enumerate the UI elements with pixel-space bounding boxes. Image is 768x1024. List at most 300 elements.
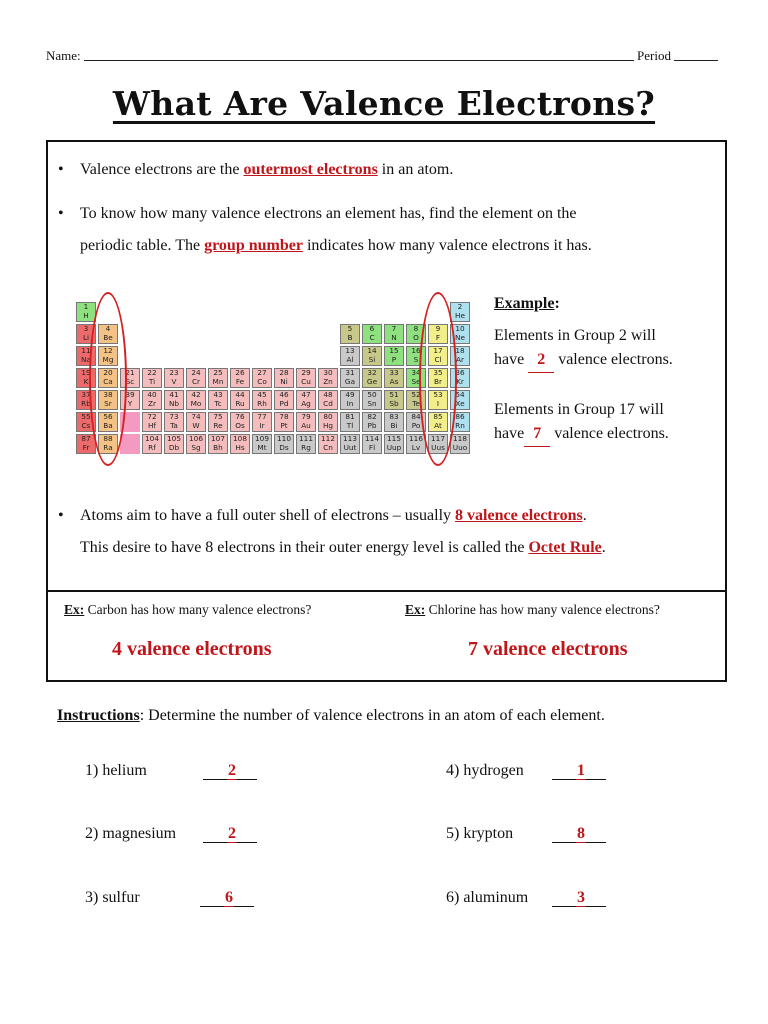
atomic-number: 26 [235, 368, 245, 377]
element-symbol: Mo [190, 398, 202, 408]
question-3 [85, 889, 233, 907]
element-cell-nb [164, 390, 184, 410]
example-heading: Example [494, 295, 555, 312]
element-symbol: Db [168, 442, 180, 452]
element-cell-sn [362, 390, 382, 410]
element-symbol: Ge [366, 376, 378, 386]
instructions-text: : Determine the number of valence electrons in an atom of each element. [139, 707, 605, 724]
element-symbol: Al [346, 354, 354, 364]
element-cell-rf [142, 434, 162, 454]
element-symbol: Pd [279, 398, 289, 408]
element-cell-ar [450, 346, 470, 366]
atomic-number: 16 [411, 346, 421, 355]
element-cell-mt [252, 434, 272, 454]
atomic-number: 81 [345, 412, 355, 421]
element-cell-c [362, 324, 382, 344]
element-cell-mg [98, 346, 118, 366]
atomic-number: 111 [299, 434, 313, 443]
element-symbol: Cu [301, 376, 311, 386]
atomic-number: 24 [191, 368, 201, 377]
atomic-number: 18 [455, 346, 465, 355]
name-label: Name: [46, 48, 81, 63]
element-symbol: P [391, 354, 397, 364]
element-symbol: Co [257, 376, 267, 386]
element-symbol: Ra [103, 442, 113, 452]
element-symbol: He [455, 310, 465, 320]
element-cell-po [406, 412, 426, 432]
atomic-number: 40 [147, 390, 157, 399]
element-symbol: Ni [280, 376, 288, 386]
question-label: 1) helium [85, 762, 147, 779]
atomic-number: 83 [389, 412, 399, 421]
element-cell-ge [362, 368, 382, 388]
element-cell-ta [164, 412, 184, 432]
element-symbol: Cs [81, 420, 91, 430]
atomic-number: 37 [81, 390, 91, 399]
example-panel [494, 292, 714, 447]
atomic-number: 77 [257, 412, 267, 421]
element-cell-ti [142, 368, 162, 388]
element-symbol: In [346, 398, 354, 408]
keyword-octet-rule: Octet Rule [528, 539, 602, 556]
example-group17-line1: Elements in Group 17 will [494, 401, 664, 418]
element-cell-ds [274, 434, 294, 454]
atomic-number: 115 [387, 434, 401, 443]
atomic-number: 107 [211, 434, 225, 443]
element-symbol: Au [301, 420, 311, 430]
answer-value: 2 [228, 825, 236, 842]
atomic-number: 47 [301, 390, 311, 399]
element-symbol: Sb [389, 398, 399, 408]
atomic-number: 15 [389, 346, 399, 355]
atomic-number: 6 [369, 324, 375, 333]
atomic-number: 19 [81, 368, 91, 377]
element-cell-sr [98, 390, 118, 410]
element-symbol: F [435, 332, 441, 342]
question-text: Carbon has how many valence electrons? [84, 602, 312, 617]
element-cell-be [98, 324, 118, 344]
element-symbol: Cr [191, 376, 201, 386]
atomic-number: 2 [457, 302, 463, 311]
atomic-number: 74 [191, 412, 201, 421]
element-cell-rb [76, 390, 96, 410]
element-cell-db [164, 434, 184, 454]
element-symbol: Rb [81, 398, 91, 408]
element-symbol: Fl [368, 442, 376, 452]
answer-blank[interactable] [552, 889, 606, 907]
atomic-number: 33 [389, 368, 399, 377]
question-label: 4) hydrogen [446, 762, 524, 779]
element-symbol: Sr [104, 398, 112, 408]
atomic-number: 52 [411, 390, 421, 399]
element-cell-cl [428, 346, 448, 366]
ex-label: Ex: [64, 602, 85, 617]
atomic-number: 72 [147, 412, 157, 421]
example-group2-line2 [494, 348, 714, 373]
atomic-number: 25 [213, 368, 223, 377]
atomic-number: 56 [103, 412, 113, 421]
element-cell-xe [450, 390, 470, 410]
period-label: Period [637, 48, 671, 63]
element-cell-mn [208, 368, 228, 388]
element-cell-os [230, 412, 250, 432]
example-text: valence electrons. [550, 425, 669, 442]
element-cell-na [76, 346, 96, 366]
bullet-text: This desire to have 8 electrons in their outer energy level is called the [80, 539, 529, 556]
element-symbol: Y [127, 398, 133, 408]
element-symbol: C [369, 332, 375, 342]
element-symbol: Be [103, 332, 113, 342]
element-symbol: Nb [168, 398, 180, 408]
page-title: What Are Valence Electrons? [112, 84, 656, 123]
atomic-number: 51 [389, 390, 399, 399]
element-cell-sg [186, 434, 206, 454]
element-symbol: Rf [148, 442, 156, 452]
atomic-number: 20 [103, 368, 113, 377]
atomic-number: 1 [83, 302, 89, 311]
atomic-number: 7 [391, 324, 397, 333]
atomic-number: 114 [365, 434, 379, 443]
element-symbol: I [436, 398, 440, 408]
atomic-number: 32 [367, 368, 377, 377]
atomic-number: 117 [431, 434, 445, 443]
element-symbol: Ca [103, 376, 113, 386]
atomic-number: 45 [257, 390, 267, 399]
answer-blank[interactable] [552, 762, 606, 780]
element-cell-fr [76, 434, 96, 454]
element-cell-as [384, 368, 404, 388]
element-cell-al [340, 346, 360, 366]
example-group2-answer: 2 [528, 348, 554, 373]
element-cell-p [384, 346, 404, 366]
element-symbol: Ru [235, 398, 245, 408]
atomic-number: 82 [367, 412, 377, 421]
element-symbol: V [171, 376, 177, 386]
example-question-carbon [64, 602, 311, 618]
atomic-number: 48 [323, 390, 333, 399]
example-group2-line1: Elements in Group 2 will [494, 327, 656, 344]
question-2 [85, 825, 236, 843]
atomic-number: 50 [367, 390, 377, 399]
element-cell-ba [98, 412, 118, 432]
element-cell-tc [208, 390, 228, 410]
element-cell-cn [318, 434, 338, 454]
element-cell-f [428, 324, 448, 344]
example-group17-answer: 7 [524, 422, 550, 447]
question-label: 5) krypton [446, 825, 514, 842]
element-symbol: Rg [301, 442, 311, 452]
element-cell-te [406, 390, 426, 410]
element-cell-uus [428, 434, 448, 454]
atomic-number: 118 [453, 434, 467, 443]
atomic-number: 113 [343, 434, 357, 443]
answer-blank[interactable] [200, 889, 254, 907]
element-symbol: Br [433, 376, 442, 386]
question-4 [446, 762, 585, 780]
element-cell-br [428, 368, 448, 388]
element-symbol: Ir [259, 420, 265, 430]
element-cell-au [296, 412, 316, 432]
bullet-dot: • [58, 161, 64, 178]
bullet-text: . [601, 539, 606, 556]
element-symbol: Ag [301, 398, 311, 408]
element-cell-cd [318, 390, 338, 410]
element-cell-lv [406, 434, 426, 454]
element-symbol: Uut [343, 442, 357, 452]
element-cell-bi [384, 412, 404, 432]
example-answer-chlorine: 7 valence electrons [468, 638, 628, 660]
element-cell-b [340, 324, 360, 344]
element-cell-cu [296, 368, 316, 388]
atomic-number: 55 [81, 412, 91, 421]
atomic-number: 49 [345, 390, 355, 399]
element-cell-ni [274, 368, 294, 388]
element-symbol: Mn [212, 376, 224, 386]
bullet-text: Atoms aim to have a full outer shell of electrons – usually [80, 507, 456, 524]
bullet-dot: • [58, 205, 64, 222]
atomic-number: 75 [213, 412, 223, 421]
answer-blank[interactable] [203, 762, 257, 780]
atomic-number: 17 [433, 346, 443, 355]
element-symbol: Na [81, 354, 91, 364]
example-colon: : [554, 295, 560, 312]
element-cell-uut [340, 434, 360, 454]
answer-blank[interactable] [552, 825, 606, 843]
element-symbol: Uuo [452, 442, 468, 452]
element-symbol: Zn [323, 376, 333, 386]
atomic-number: 88 [103, 434, 113, 443]
name-period-row [46, 48, 718, 64]
element-symbol: Sc [125, 376, 135, 386]
element-cell-fe [230, 368, 250, 388]
element-cell-zn [318, 368, 338, 388]
atomic-number: 110 [277, 434, 291, 443]
element-symbol: K [83, 376, 89, 386]
element-symbol: Uus [431, 442, 445, 452]
element-cell-hg [318, 412, 338, 432]
atomic-number: 116 [409, 434, 423, 443]
atomic-number: 36 [455, 368, 465, 377]
element-symbol: Cl [434, 354, 442, 364]
element-cell-fl [362, 434, 382, 454]
atomic-number: 21 [125, 368, 135, 377]
element-symbol: Hs [235, 442, 245, 452]
atomic-number: 13 [345, 346, 355, 355]
atomic-number: 9 [435, 324, 441, 333]
atomic-number: 28 [279, 368, 289, 377]
element-symbol: Po [411, 420, 421, 430]
atomic-number: 85 [433, 412, 443, 421]
element-symbol: Rn [455, 420, 465, 430]
element-symbol: Hf [147, 420, 157, 430]
element-cell-si [362, 346, 382, 366]
atomic-number: 10 [455, 324, 465, 333]
element-symbol: Pt [280, 420, 288, 430]
f-block-placeholder [120, 412, 140, 432]
atomic-number: 27 [257, 368, 267, 377]
element-symbol: Sn [367, 398, 377, 408]
element-cell-sc [120, 368, 140, 388]
atomic-number: 53 [433, 390, 443, 399]
ex-label: Ex: [405, 602, 426, 617]
element-symbol: Ba [103, 420, 113, 430]
element-symbol: Ga [344, 376, 356, 386]
element-symbol: Fe [235, 376, 245, 386]
name-field[interactable] [84, 48, 634, 61]
atomic-number: 54 [455, 390, 465, 399]
atomic-number: 41 [169, 390, 179, 399]
element-cell-cs [76, 412, 96, 432]
element-cell-mo [186, 390, 206, 410]
element-symbol: Mt [257, 442, 267, 452]
bullet-text: in an atom. [377, 161, 454, 178]
atomic-number: 84 [411, 412, 421, 421]
element-cell-o [406, 324, 426, 344]
question-label: 3) sulfur [85, 889, 140, 906]
question-label: 6) aluminum [446, 889, 529, 906]
element-symbol: Zr [148, 398, 156, 408]
element-symbol: N [391, 332, 397, 342]
element-cell-rn [450, 412, 470, 432]
answer-value: 3 [577, 889, 585, 906]
element-cell-hf [142, 412, 162, 432]
answer-value: 1 [577, 762, 585, 779]
atomic-number: 86 [455, 412, 465, 421]
element-cell-he [450, 302, 470, 322]
answer-value: 2 [228, 762, 236, 779]
atomic-number: 35 [433, 368, 443, 377]
atomic-number: 104 [145, 434, 159, 443]
element-symbol: Ta [170, 420, 178, 430]
atomic-number: 29 [301, 368, 311, 377]
element-cell-li [76, 324, 96, 344]
element-symbol: Te [412, 398, 420, 408]
atomic-number: 105 [167, 434, 181, 443]
element-cell-uup [384, 434, 404, 454]
atomic-number: 109 [255, 434, 269, 443]
keyword-group-number: group number [204, 237, 303, 254]
element-symbol: Hg [322, 420, 334, 430]
atomic-number: 14 [367, 346, 377, 355]
atomic-number: 106 [189, 434, 203, 443]
example-text: have [494, 351, 529, 368]
atomic-number: 73 [169, 412, 179, 421]
example-text: valence electrons. [554, 351, 673, 368]
element-symbol: O [413, 332, 419, 342]
element-symbol: At [434, 420, 442, 430]
atomic-number: 34 [411, 368, 421, 377]
atomic-number: 112 [321, 434, 335, 443]
bullet-dot: • [58, 507, 64, 524]
atomic-number: 11 [81, 346, 91, 355]
question-1 [85, 762, 236, 780]
element-cell-ra [98, 434, 118, 454]
element-symbol: Si [368, 354, 376, 364]
element-cell-i [428, 390, 448, 410]
example-group17-line2 [494, 422, 714, 447]
element-symbol: Bh [213, 442, 223, 452]
element-symbol: Li [82, 332, 90, 342]
element-symbol: H [83, 310, 89, 320]
element-symbol: Bi [390, 420, 398, 430]
element-cell-se [406, 368, 426, 388]
element-cell-rg [296, 434, 316, 454]
element-cell-ne [450, 324, 470, 344]
question-text: Chlorine has how many valence electrons? [425, 602, 660, 617]
element-symbol: Xe [455, 398, 465, 408]
element-symbol: Rh [257, 398, 267, 408]
element-cell-tl [340, 412, 360, 432]
question-label: 2) magnesium [85, 825, 177, 842]
atomic-number: 38 [103, 390, 113, 399]
atomic-number: 76 [235, 412, 245, 421]
bullet-text: indicates how many valence electrons it has. [302, 237, 592, 254]
element-cell-at [428, 412, 448, 432]
atomic-number: 31 [345, 368, 355, 377]
atomic-number: 42 [191, 390, 201, 399]
element-symbol: Cd [323, 398, 333, 408]
element-symbol: B [347, 332, 353, 342]
element-symbol: Cn [323, 442, 333, 452]
element-symbol: Ne [455, 332, 465, 342]
element-cell-pd [274, 390, 294, 410]
atomic-number: 79 [301, 412, 311, 421]
element-symbol: Ar [456, 354, 464, 364]
element-symbol: Fr [82, 442, 90, 452]
instructions-label: Instructions [57, 707, 140, 724]
atomic-number: 23 [169, 368, 179, 377]
bullet-text: Valence electrons are the [80, 161, 244, 178]
element-cell-ga [340, 368, 360, 388]
atomic-number: 5 [347, 324, 353, 333]
answer-blank[interactable] [203, 825, 257, 843]
element-cell-co [252, 368, 272, 388]
element-cell-rh [252, 390, 272, 410]
bullet-text: . [582, 507, 587, 524]
atomic-number: 12 [103, 346, 113, 355]
example-text: have [494, 425, 525, 442]
element-symbol: Ti [148, 376, 156, 386]
atomic-number: 8 [413, 324, 419, 333]
element-cell-bh [208, 434, 228, 454]
period-field[interactable] [674, 48, 718, 61]
bullet-text: periodic table. The [80, 237, 205, 254]
element-symbol: Uup [386, 442, 402, 452]
element-symbol: Se [411, 376, 421, 386]
element-cell-ru [230, 390, 250, 410]
atomic-number: 44 [235, 390, 245, 399]
element-symbol: Pb [367, 420, 377, 430]
element-symbol: Kr [456, 376, 464, 386]
element-cell-hs [230, 434, 250, 454]
keyword-8-valence-electrons: 8 valence electrons [455, 507, 583, 524]
atomic-number: 22 [147, 368, 157, 377]
example-answer-carbon: 4 valence electrons [112, 638, 272, 660]
question-5 [446, 825, 585, 843]
element-symbol: Sg [191, 442, 201, 452]
atomic-number: 30 [323, 368, 333, 377]
element-cell-pt [274, 412, 294, 432]
element-cell-sb [384, 390, 404, 410]
atomic-number: 46 [279, 390, 289, 399]
element-cell-w [186, 412, 206, 432]
element-symbol: Tc [214, 398, 222, 408]
element-symbol: S [413, 354, 419, 364]
answer-value: 6 [225, 889, 233, 906]
element-symbol: Tl [346, 420, 354, 430]
example-question-chlorine [405, 602, 660, 618]
element-cell-in [340, 390, 360, 410]
